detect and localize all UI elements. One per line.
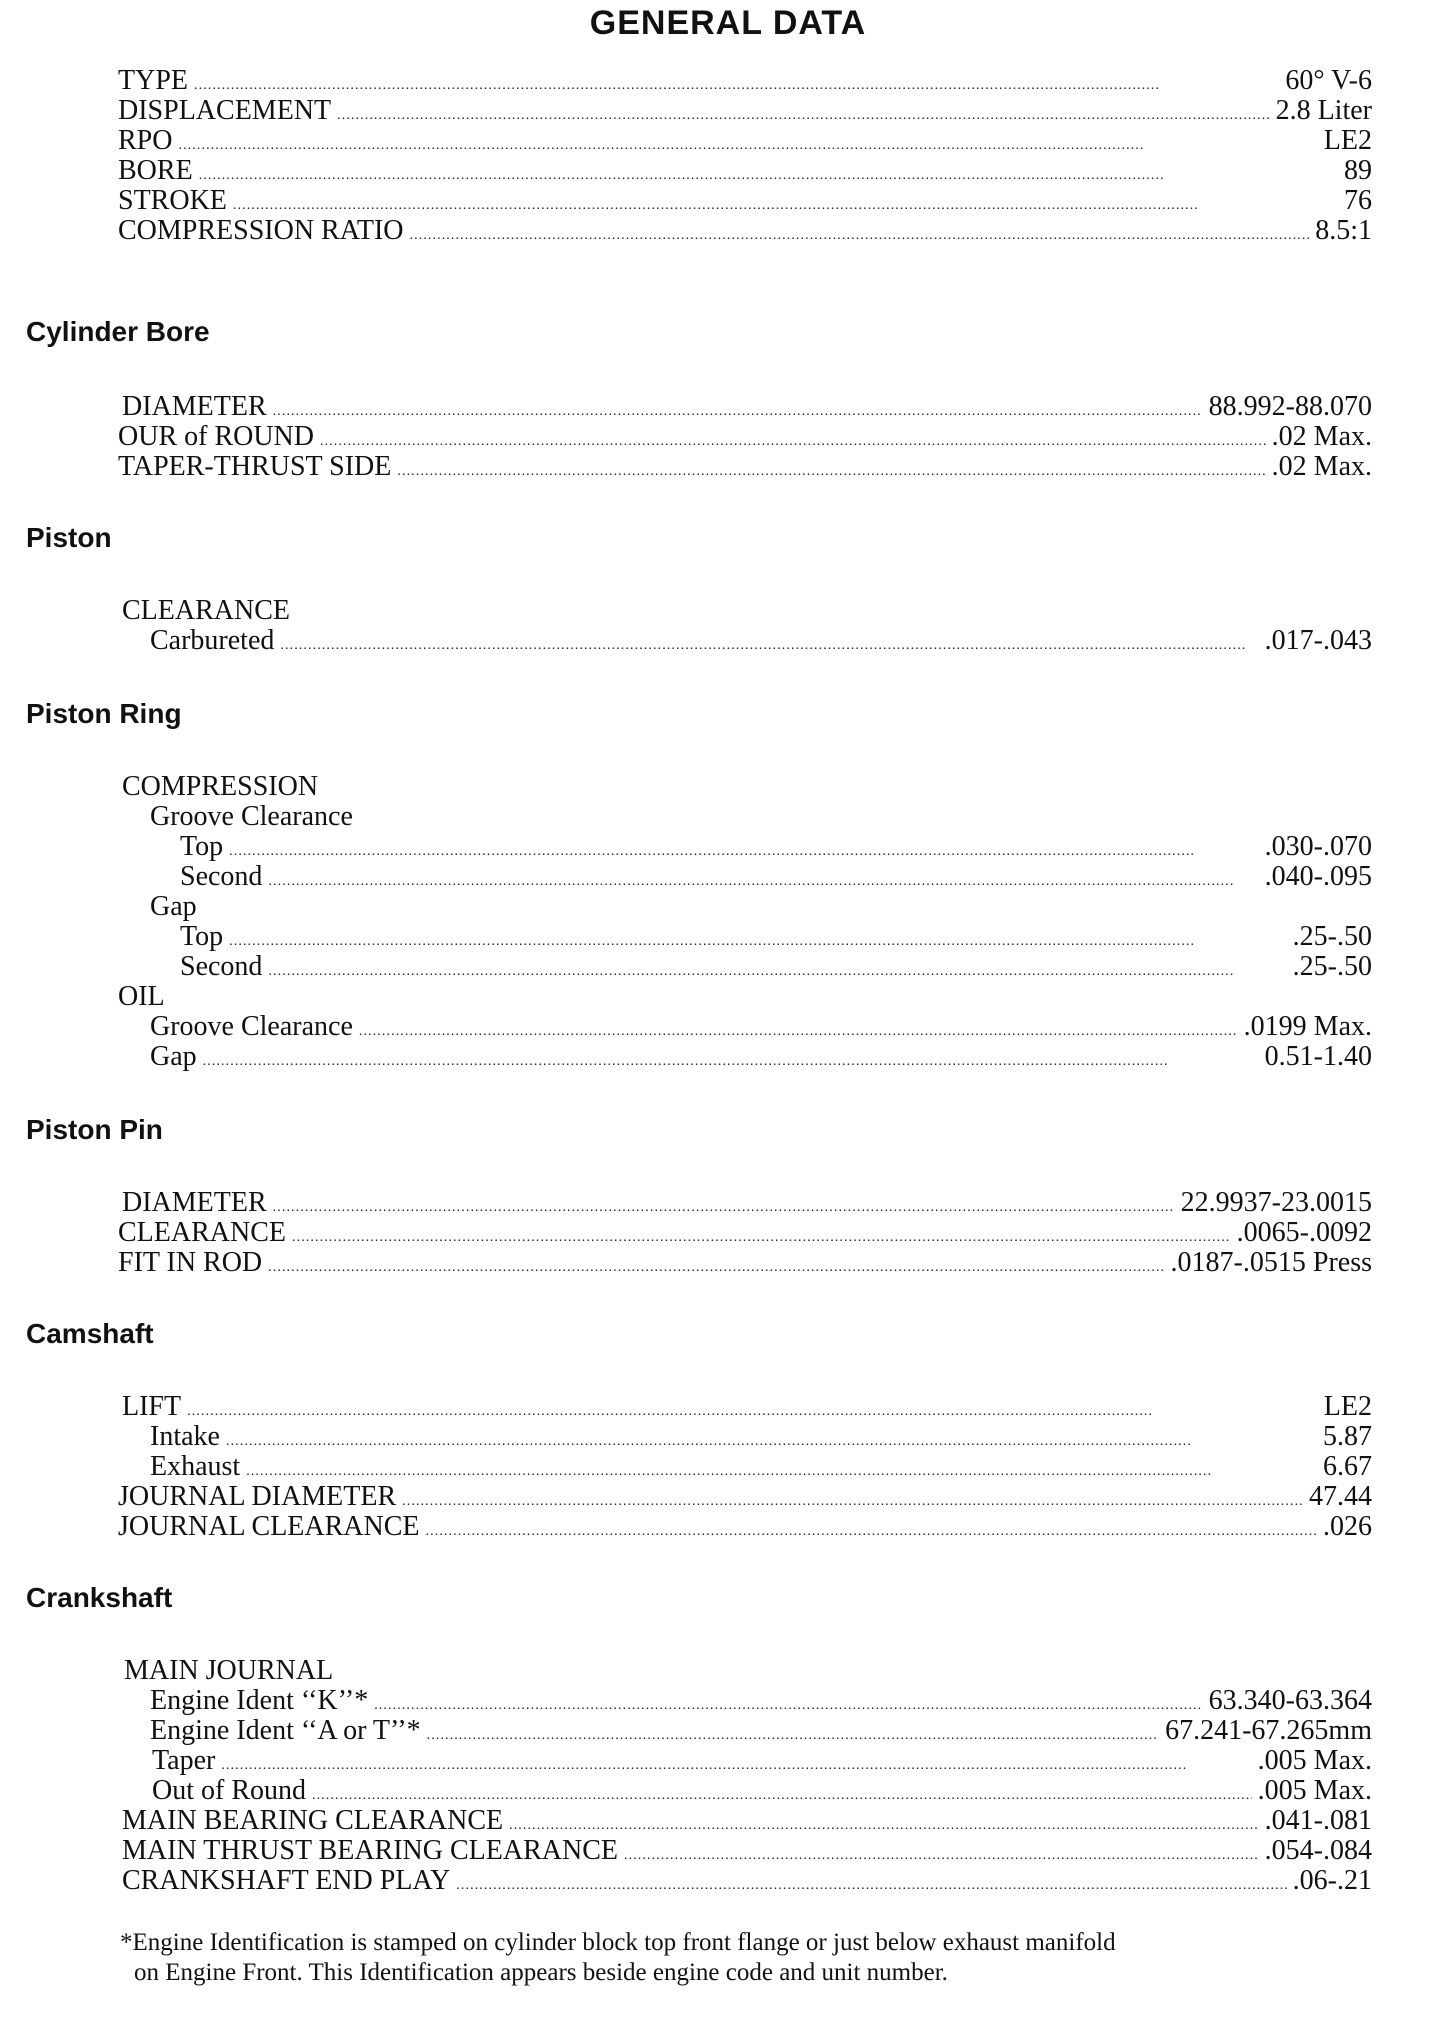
dot-leader	[426, 1512, 1317, 1547]
spec-value: 6.67	[1323, 1451, 1372, 1482]
spec-value: 88.992-88.070	[1208, 391, 1372, 422]
spec-row	[118, 1512, 1372, 1542]
spec-label: TYPE	[118, 65, 188, 96]
group-label-main-journal: MAIN JOURNAL	[124, 1655, 334, 1686]
spec-label: RPO	[118, 125, 173, 156]
spec-row	[150, 1012, 1372, 1042]
spec-value: .005 Max.	[1257, 1775, 1372, 1806]
spec-row	[122, 1836, 1372, 1866]
group-label-compression: COMPRESSION	[122, 771, 319, 802]
spec-value: .02 Max.	[1271, 421, 1372, 452]
spec-label: DIAMETER	[122, 1187, 267, 1218]
spec-row	[180, 862, 1372, 892]
spec-value: 89	[1344, 155, 1372, 186]
spec-row-rpo	[118, 126, 1372, 156]
spec-row-compression-ratio	[118, 216, 1372, 246]
spec-value: .005 Max.	[1257, 1745, 1372, 1776]
spec-label: Out of Round	[152, 1775, 306, 1806]
spec-label: Top	[180, 831, 224, 862]
footnote-line: *Engine Identification is stamped on cylinder block top front flange or just below exhaust manifold	[120, 1929, 1116, 1956]
spec-row	[122, 1188, 1372, 1218]
dot-leader	[268, 862, 1258, 897]
section-heading-camshaft: Camshaft	[26, 1318, 154, 1349]
spec-row-stroke	[118, 186, 1372, 216]
spec-label: Carbureted	[150, 625, 275, 656]
spec-label: CRANKSHAFT END PLAY	[122, 1865, 451, 1896]
dot-leader	[456, 1866, 1286, 1901]
spec-value: 67.241-67.265mm	[1165, 1715, 1372, 1746]
spec-value: 60° V-6	[1285, 65, 1372, 96]
spec-value: .25-.50	[1292, 951, 1372, 982]
spec-value: 2.8 Liter	[1275, 95, 1372, 126]
spec-row	[122, 1866, 1372, 1896]
spec-row-bore	[118, 156, 1372, 186]
spec-row	[180, 952, 1372, 982]
spec-label: Second	[180, 951, 263, 982]
spec-value: .0065-.0092	[1236, 1217, 1372, 1248]
spec-row-displacement	[118, 96, 1372, 126]
spec-value: 0.51-1.40	[1264, 1041, 1372, 1072]
spec-row	[180, 922, 1372, 952]
dot-leader	[203, 1042, 1259, 1077]
spec-value: 76	[1344, 185, 1372, 216]
spec-value: LE2	[1323, 125, 1372, 156]
spec-row	[150, 1452, 1372, 1482]
spec-value: .25-.50	[1292, 921, 1372, 952]
spec-label: Taper	[152, 1745, 216, 1776]
spec-label: Intake	[150, 1421, 220, 1452]
spec-row	[150, 626, 1372, 656]
section-heading-piston-pin: Piston Pin	[26, 1114, 163, 1145]
spec-value: 8.5:1	[1315, 215, 1372, 246]
spec-label: Groove Clearance	[150, 1011, 353, 1042]
spec-row	[150, 1422, 1372, 1452]
spec-value: LE2	[1323, 1391, 1372, 1422]
dot-leader	[280, 626, 1258, 661]
spec-value: .040-.095	[1264, 861, 1372, 892]
spec-row	[118, 1218, 1372, 1248]
group-label-clearance: CLEARANCE	[122, 595, 290, 626]
group-label-gap: Gap	[150, 891, 197, 922]
spec-value: .026	[1323, 1511, 1372, 1542]
section-heading-piston: Piston	[26, 522, 112, 553]
spec-label: LIFT	[122, 1391, 182, 1422]
spec-row	[118, 1482, 1372, 1512]
spec-row	[118, 422, 1372, 452]
spec-row	[152, 1746, 1372, 1776]
spec-label: Engine Ident ‘‘K’’*	[150, 1685, 369, 1716]
spec-label: JOURNAL CLEARANCE	[118, 1511, 420, 1542]
spec-value: 5.87	[1323, 1421, 1372, 1452]
spec-label: MAIN BEARING CLEARANCE	[122, 1805, 504, 1836]
spec-label: Engine Ident ‘‘A or T’’*	[150, 1715, 421, 1746]
spec-row	[180, 832, 1372, 862]
spec-value: .0199 Max.	[1243, 1011, 1372, 1042]
page-title: GENERAL DATA	[589, 4, 867, 42]
group-label-groove-clearance: Groove Clearance	[150, 801, 353, 832]
footnote-line: on Engine Front. This Identification appears beside engine code and unit number.	[134, 1959, 948, 1986]
spec-row	[150, 1716, 1372, 1746]
spec-value: 47.44	[1309, 1481, 1372, 1512]
spec-label: Second	[180, 861, 263, 892]
dot-leader	[268, 1248, 1164, 1283]
spec-value: .041-.081	[1264, 1805, 1372, 1836]
spec-row	[118, 452, 1372, 482]
footnote	[120, 1928, 1380, 1988]
spec-row	[122, 392, 1372, 422]
spec-value: .017-.043	[1264, 625, 1372, 656]
spec-label: Exhaust	[150, 1451, 241, 1482]
spec-label: COMPRESSION RATIO	[118, 215, 404, 246]
spec-label: Gap	[150, 1041, 197, 1072]
spec-label: DIAMETER	[122, 391, 267, 422]
spec-value: .054-.084	[1264, 1835, 1372, 1866]
spec-label: BORE	[118, 155, 193, 186]
spec-value: .06-.21	[1292, 1865, 1372, 1896]
dot-leader	[410, 216, 1310, 251]
spec-value: .02 Max.	[1271, 451, 1372, 482]
spec-label: DISPLACEMENT	[118, 95, 332, 126]
spec-row	[150, 1686, 1372, 1716]
section-heading-piston-ring: Piston Ring	[26, 698, 182, 729]
spec-row	[118, 1248, 1372, 1278]
spec-label: STROKE	[118, 185, 227, 216]
spec-value: .0187-.0515 Press	[1170, 1247, 1372, 1278]
spec-label: CLEARANCE	[118, 1217, 286, 1248]
spec-label: FIT IN ROD	[118, 1247, 263, 1278]
spec-row	[122, 1392, 1372, 1422]
section-heading-crankshaft: Crankshaft	[26, 1582, 173, 1613]
spec-row	[122, 1806, 1372, 1836]
section-heading-cylinder-bore: Cylinder Bore	[26, 316, 210, 347]
dot-leader	[397, 452, 1265, 487]
spec-label: OUR of ROUND	[118, 421, 314, 452]
spec-value: .030-.070	[1264, 831, 1372, 862]
spec-label: JOURNAL DIAMETER	[118, 1481, 397, 1512]
spec-label: Top	[180, 921, 224, 952]
spec-label: TAPER-THRUST SIDE	[118, 451, 392, 482]
spec-value: 22.9937-23.0015	[1180, 1187, 1372, 1218]
spec-label: MAIN THRUST BEARING CLEARANCE	[122, 1835, 618, 1866]
spec-row	[150, 1042, 1372, 1072]
spec-row	[152, 1776, 1372, 1806]
group-label-oil: OIL	[118, 981, 165, 1012]
spec-row-type	[118, 66, 1372, 96]
dot-leader	[268, 952, 1286, 987]
spec-value: 63.340-63.364	[1208, 1685, 1372, 1716]
